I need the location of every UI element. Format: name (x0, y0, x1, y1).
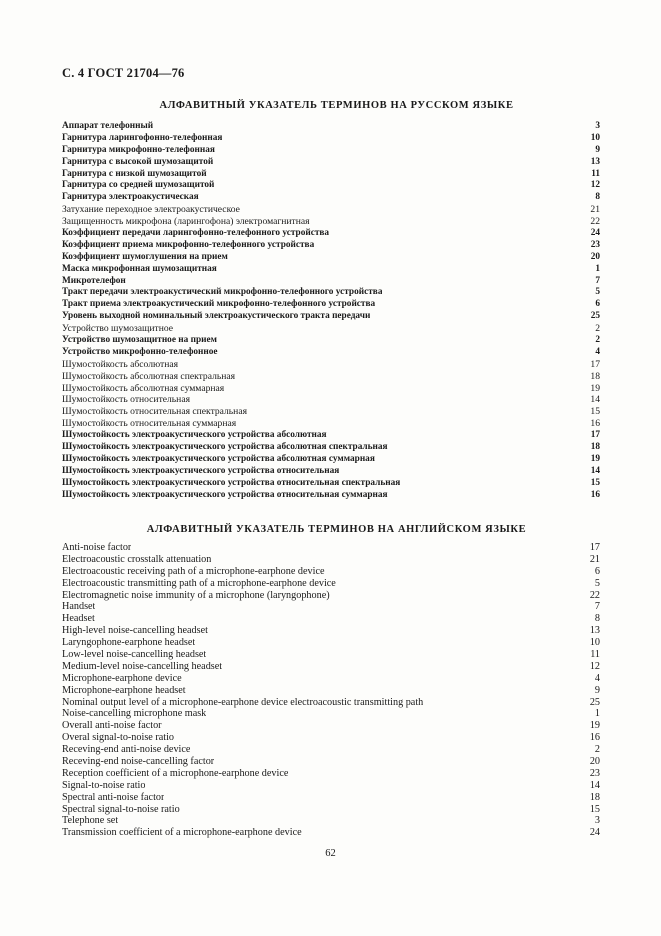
index-term: Receving-end noise-cancelling factor (62, 756, 215, 768)
index-page-ref: 6 (594, 565, 600, 577)
index-page-ref: 18 (589, 791, 600, 803)
index-page-ref: 2 (595, 323, 600, 335)
index-entry (62, 466, 600, 478)
index-page-ref: 8 (595, 192, 600, 203)
index-term: Reception coefficient of a microphone-earphone device (62, 767, 289, 779)
index-entry (62, 406, 600, 418)
index-page-ref: 16 (589, 732, 600, 744)
index-page-ref: 17 (589, 542, 600, 553)
index-page-ref: 16 (590, 418, 600, 430)
index-entry (62, 685, 600, 697)
index-page-ref: 4 (595, 346, 600, 357)
index-page-ref: 11 (591, 168, 600, 179)
index-page-ref: 15 (590, 406, 600, 418)
index-term: Electroacoustic crosstalk attenuation (62, 553, 212, 565)
index-entry (62, 454, 600, 466)
index-entry (62, 252, 600, 264)
index-page-ref: 25 (590, 311, 600, 322)
index-entry (62, 792, 600, 804)
index-entry (62, 192, 600, 204)
index-entry (62, 649, 600, 661)
index-page-ref: 20 (589, 756, 600, 768)
index-entry (62, 311, 600, 323)
index-page-ref: 20 (590, 251, 600, 262)
index-entry (62, 299, 600, 311)
index-entry (62, 708, 600, 720)
index-page-ref: 21 (589, 553, 600, 565)
index-entry (62, 335, 600, 347)
index-entry (62, 720, 600, 732)
index-term: Шумостойкость относительная суммарная (62, 418, 237, 430)
index-term: Шумостойкость электроакустического устройства абсолютная суммарная (62, 453, 375, 464)
index-term: Шумостойкость электроакустического устройства абсолютная спектральная (62, 442, 388, 453)
index-term: Устройство шумозащитное (62, 323, 174, 335)
index-page-ref: 16 (590, 489, 600, 500)
index-term: Тракт передачи электроакустический микрофонно-телефонного устройства (62, 287, 383, 298)
english-index-title: АЛФАВИТНЫЙ УКАЗАТЕЛЬ ТЕРМИНОВ НА АНГЛИЙСКОМ ЯЗЫКЕ (146, 524, 527, 535)
index-entry (62, 276, 600, 288)
index-entry (62, 442, 600, 454)
page-header: С. 4 ГОСТ 21704—76 (62, 66, 185, 80)
index-term: Тракт приема электроакустический микрофонно-телефонного устройства (62, 299, 376, 310)
index-entry (62, 542, 600, 554)
index-entry (62, 228, 600, 240)
index-term: Anti-noise factor (62, 542, 132, 553)
index-entry (62, 768, 600, 780)
index-page-ref: 9 (595, 144, 600, 155)
index-page-ref: 15 (590, 477, 600, 488)
index-page-ref: 2 (595, 335, 600, 346)
index-entry (62, 697, 600, 709)
index-page-ref: 10 (590, 132, 600, 143)
index-term: Noise-cancelling microphone mask (62, 708, 207, 720)
index-page-ref: 24 (589, 827, 600, 839)
index-term: Spectral anti-noise factor (62, 791, 165, 803)
index-entry (62, 590, 600, 602)
index-term: High-level noise-cancelling headset (62, 625, 208, 637)
index-page-ref: 3 (595, 121, 600, 131)
index-term: Signal-to-noise ratio (62, 779, 146, 791)
index-term: Коэффициент приема микрофонно-телефонного устройства (62, 239, 315, 250)
index-page-ref: 5 (594, 577, 600, 589)
index-page-ref: 7 (594, 601, 600, 613)
index-entry (62, 637, 600, 649)
index-entry (62, 780, 600, 792)
index-page-ref: 19 (590, 382, 600, 394)
index-term: Гарнитура микрофонно-телефонная (62, 144, 215, 155)
index-entry (62, 478, 600, 490)
index-term: Handset (62, 601, 96, 613)
index-page-ref: 15 (589, 803, 600, 815)
russian-index-title: АЛФАВИТНЫЙ УКАЗАТЕЛЬ ТЕРМИНОВ НА РУССКОМ ЯЗЫКЕ (159, 100, 514, 111)
index-term: Spectral signal-to-noise ratio (62, 803, 180, 815)
index-term: Шумостойкость относительная (62, 394, 190, 406)
index-entry (62, 204, 600, 216)
index-entry (62, 145, 600, 157)
index-entry (62, 661, 600, 673)
index-entry (62, 578, 600, 590)
index-page-ref: 1 (595, 263, 600, 274)
index-entry (62, 732, 600, 744)
russian-index-list (62, 121, 600, 502)
index-term: Microphone-earphone headset (62, 684, 186, 696)
index-term: Laryngophone-earphone headset (62, 637, 196, 649)
index-entry (62, 287, 600, 299)
index-page-ref: 19 (590, 453, 600, 464)
index-entry (62, 323, 600, 335)
index-page-ref: 24 (590, 228, 600, 239)
index-page-ref: 18 (590, 442, 600, 453)
index-page-ref: 23 (590, 239, 600, 250)
index-term: Устройство микрофонно-телефонное (62, 346, 218, 357)
index-entry (62, 756, 600, 768)
index-entry (62, 169, 600, 181)
index-entry (62, 613, 600, 625)
index-term: Nominal output level of a microphone-earphone device electroacoustic transmitting path (62, 696, 424, 708)
index-term: Коэффициент передачи ларингофонно-телефонного устройства (62, 228, 330, 239)
index-page-ref: 19 (589, 720, 600, 732)
index-term: Headset (62, 613, 95, 625)
index-page-ref: 17 (590, 358, 600, 370)
index-page-ref: 1 (594, 708, 600, 720)
index-term: Гарнитура с высокой шумозащитой (62, 156, 214, 167)
index-page-ref: 3 (594, 815, 600, 827)
index-term: Шумостойкость абсолютная суммарная (62, 382, 225, 394)
index-page-ref: 11 (590, 649, 600, 661)
index-page-ref: 12 (589, 660, 600, 672)
page-number: 62 (325, 848, 336, 859)
index-term: Уровень выходной номинальный электроакустического тракта передачи (62, 311, 371, 322)
index-page-ref: 18 (590, 370, 600, 382)
index-term: Electromagnetic noise immunity of a microphone (laryngophone) (62, 589, 330, 601)
index-term: Electroacoustic receiving path of a microphone-earphone device (62, 565, 325, 577)
english-index-list (62, 542, 600, 839)
index-term: Шумостойкость электроакустического устройства абсолютная (62, 430, 327, 441)
index-page-ref: 9 (594, 684, 600, 696)
index-term: Коэффициент шумоглушения на прием (62, 251, 228, 262)
index-term: Transmission coefficient of a microphone-earphone device (62, 827, 302, 839)
index-page-ref: 12 (590, 180, 600, 191)
index-page-ref: 6 (595, 299, 600, 310)
index-term: Шумостойкость электроакустического устройства относительная спектральная (62, 477, 401, 488)
index-term: Receving-end anti-noise device (62, 744, 191, 756)
index-term: Шумостойкость электроакустического устройства относительная суммарная (62, 489, 388, 500)
index-page-ref: 22 (589, 589, 600, 601)
index-page-ref: 8 (594, 613, 600, 625)
index-page-ref: 23 (589, 767, 600, 779)
index-entry (62, 815, 600, 827)
index-term: Гарнитура с низкой шумозащитой (62, 168, 207, 179)
index-page-ref: 25 (589, 696, 600, 708)
index-entry (62, 430, 600, 442)
index-entry (62, 359, 600, 371)
index-term: Затухание переходное электроакустическое (62, 204, 240, 216)
index-term: Гарнитура ларингофонно-телефонная (62, 132, 223, 143)
index-entry (62, 490, 600, 502)
index-entry (62, 383, 600, 395)
index-entry (62, 240, 600, 252)
index-entry (62, 554, 600, 566)
index-term: Шумостойкость абсолютная спектральная (62, 370, 236, 382)
index-page-ref: 22 (590, 216, 600, 228)
index-page-ref: 7 (595, 275, 600, 286)
index-term: Аппарат телефонный (62, 121, 154, 131)
index-entry (62, 180, 600, 192)
index-term: Шумостойкость электроакустического устройства относительная (62, 465, 340, 476)
index-term: Overall anti-noise factor (62, 720, 162, 732)
index-term: Low-level noise-cancelling headset (62, 649, 207, 661)
index-page-ref: 5 (595, 287, 600, 298)
index-page-ref: 13 (590, 156, 600, 167)
index-entry (62, 264, 600, 276)
index-term: Гарнитура электроакустическая (62, 192, 199, 203)
index-term: Microphone-earphone device (62, 672, 182, 684)
index-page-ref: 21 (590, 204, 600, 216)
index-page-ref: 14 (590, 465, 600, 476)
index-term: Шумостойкость относительная спектральная (62, 406, 247, 418)
index-term: Маска микрофонная шумозащитная (62, 263, 217, 274)
index-entry (62, 744, 600, 756)
index-page-ref: 10 (589, 637, 600, 649)
index-term: Защищенность микрофона (ларингофона) электромагнитная (62, 216, 310, 228)
index-term: Overal signal-to-noise ratio (62, 732, 175, 744)
index-entry (62, 347, 600, 359)
index-entry (62, 157, 600, 169)
index-entry (62, 827, 600, 839)
index-entry (62, 371, 600, 383)
index-term: Telephone set (62, 815, 119, 827)
index-page-ref: 13 (589, 625, 600, 637)
index-entry (62, 601, 600, 613)
index-page-ref: 17 (590, 430, 600, 441)
index-term: Устройство шумозащитное на прием (62, 335, 217, 346)
index-page-ref: 4 (594, 672, 600, 684)
index-entry (62, 121, 600, 133)
index-page-ref: 2 (594, 744, 600, 756)
index-entry (62, 133, 600, 145)
index-entry (62, 804, 600, 816)
index-entry (62, 673, 600, 685)
index-entry (62, 566, 600, 578)
index-entry (62, 625, 600, 637)
index-term: Микротелефон (62, 275, 126, 286)
index-term: Гарнитура со средней шумозащитой (62, 180, 215, 191)
index-entry (62, 216, 600, 228)
index-term: Шумостойкость абсолютная (62, 358, 179, 370)
index-term: Electroacoustic transmitting path of a microphone-earphone device (62, 577, 336, 589)
index-entry (62, 394, 600, 406)
index-page-ref: 14 (590, 394, 600, 406)
index-page-ref: 14 (589, 779, 600, 791)
index-term: Medium-level noise-cancelling headset (62, 660, 223, 672)
index-entry (62, 418, 600, 430)
